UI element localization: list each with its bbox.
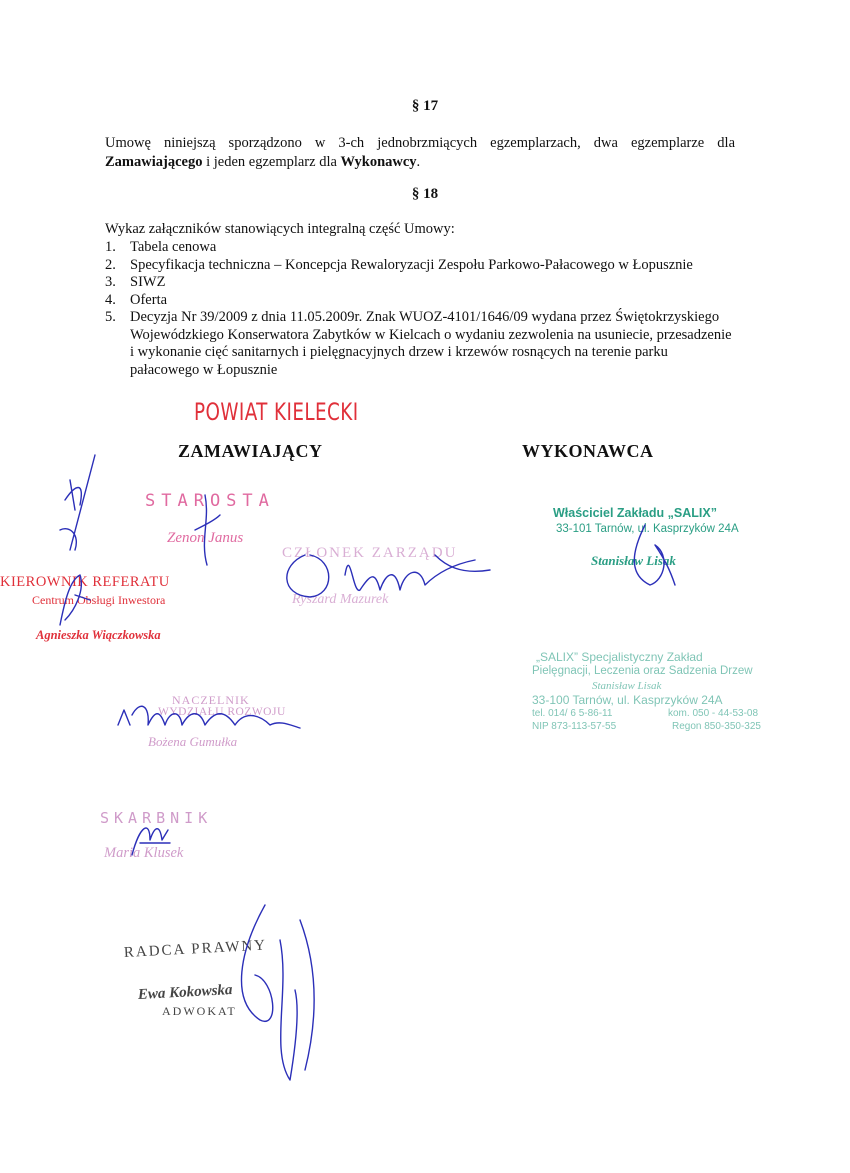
- starosta-stamp-name: Zenon Janus: [167, 530, 244, 546]
- handwritten-signature-treasurer: [120, 815, 180, 865]
- salix-owner-stamp-line2: 33-101 Tarnów, ul. Kasprzyków 24A: [556, 523, 739, 535]
- s17-bold-orderer: Zamawiającego: [105, 154, 203, 170]
- salix-company-stamp-line2: Pielęgnacji, Leczenia oraz Sadzenia Drzew: [532, 665, 753, 677]
- handwritten-signature-director: [110, 695, 310, 745]
- attachments-list: [105, 239, 745, 379]
- salix-company-stamp-address: 33-100 Tarnów, ul. Kasprzyków 24A: [532, 693, 723, 707]
- handwritten-signature-salix: [620, 515, 680, 595]
- contractor-heading: WYKONAWCA: [522, 441, 654, 461]
- list-item: [105, 239, 745, 257]
- s17-bold-contractor: Wykonawcy: [340, 154, 417, 170]
- salix-company-stamp-line1: „SALIX” Specjalistyczny Zakład: [536, 650, 703, 664]
- salix-company-stamp-name: Stanisław Lisak: [592, 680, 662, 692]
- section-17-heading: § 17: [411, 98, 439, 114]
- head-of-unit-stamp-title: KIEROWNIK REFERATU: [0, 574, 170, 590]
- attachments-list-title: Wykaz załączników stanowiących integralną część Umowy:: [105, 221, 455, 237]
- director-stamp-sub: WYDZIAŁU ROZWOJU: [158, 706, 286, 718]
- list-item-text: Tabela cenowa: [130, 239, 217, 255]
- list-item-text: Oferta: [130, 291, 168, 308]
- list-item-text: SIWZ: [130, 274, 166, 290]
- director-stamp-title: NACZELNIK: [172, 693, 250, 707]
- list-item: [105, 292, 745, 310]
- salix-owner-stamp-name: Stanisław Lisak: [591, 553, 676, 568]
- handwritten-signature-board-member: [275, 535, 505, 615]
- board-member-stamp-name: Ryszard Mazurek: [292, 592, 389, 607]
- handwritten-signature-head-of-unit: [50, 570, 110, 640]
- starosta-stamp-title: STAROSTA: [145, 491, 275, 511]
- list-item-number: 5.: [105, 309, 116, 325]
- s17-text-after: .: [416, 154, 421, 170]
- salix-company-stamp-tel: tel. 014/ 6 5-86-11: [532, 708, 613, 719]
- salix-company-stamp-nip: NIP 873-113-57-55: [532, 721, 617, 732]
- handwritten-signature-legal-counsel: [220, 900, 340, 1090]
- list-item-text: Specyfikacja techniczna – Koncepcja Rewaloryzacji Zespołu Parkowo-Pałacowego w Łopusznie: [130, 256, 693, 273]
- board-member-stamp-title: CZŁONEK ZARZĄDU: [282, 545, 458, 561]
- s17-text-middle: i jeden egzemplarz dla: [202, 154, 341, 170]
- legal-counsel-stamp-title: RADCA PRAWNY: [123, 937, 268, 961]
- list-item: [105, 309, 735, 379]
- section-17-paragraph: [105, 134, 735, 172]
- legal-counsel-stamp-sub: ADWOKAT: [162, 1004, 237, 1018]
- list-item: [105, 274, 745, 292]
- powiat-stamp: POWIAT KIELECKI: [194, 398, 359, 426]
- head-of-unit-stamp-name: Agnieszka Wiączkowska: [36, 628, 161, 642]
- salix-company-stamp-mobile: kom. 050 - 44-53-08: [668, 708, 759, 719]
- head-of-unit-stamp-sub: Centrum Obsługi Inwestora: [32, 593, 166, 607]
- list-item-number: 3.: [105, 274, 116, 290]
- handwritten-signature-starosta: [185, 490, 225, 570]
- s17-text-before: Umowę niniejszą sporządzono w 3-ch jednobrzmiących egzemplarzach, dwa egzemplarze dla: [105, 135, 735, 151]
- orderer-heading: ZAMAWIAJĄCY: [178, 441, 323, 461]
- list-item: [105, 257, 745, 275]
- list-item-number: 1.: [105, 239, 116, 255]
- treasurer-stamp-title: SKARBNIK: [100, 809, 213, 827]
- list-item-number: 2.: [105, 256, 116, 273]
- salix-company-stamp-regon: Regon 850-350-325: [672, 721, 761, 732]
- list-item-text: Decyzja Nr 39/2009 z dnia 11.05.2009r. Znak WUOZ-4101/1646/09 wydana przez Świętokrzyskiego Wojewódzkiego Konserwatora Zabytków w Kielcach o wydaniu zezwolenia na usuniecie, przesadzenie i wykonanie cięć sanitarnych i pielęgnacyjnych drzew i krzewów rosnących na terenie parku pałacowego w Łopusznie: [130, 309, 732, 378]
- legal-counsel-stamp-name: Ewa Kokowska: [137, 982, 233, 1003]
- handwritten-signature-left: [50, 450, 110, 560]
- list-item-number: 4.: [105, 291, 116, 308]
- treasurer-stamp-name: Maria Klusek: [104, 845, 184, 861]
- salix-owner-stamp-line1: Właściciel Zakładu „SALIX”: [553, 506, 717, 520]
- director-stamp-name: Bożena Gumułka: [148, 734, 238, 749]
- section-18-heading: § 18: [411, 186, 439, 202]
